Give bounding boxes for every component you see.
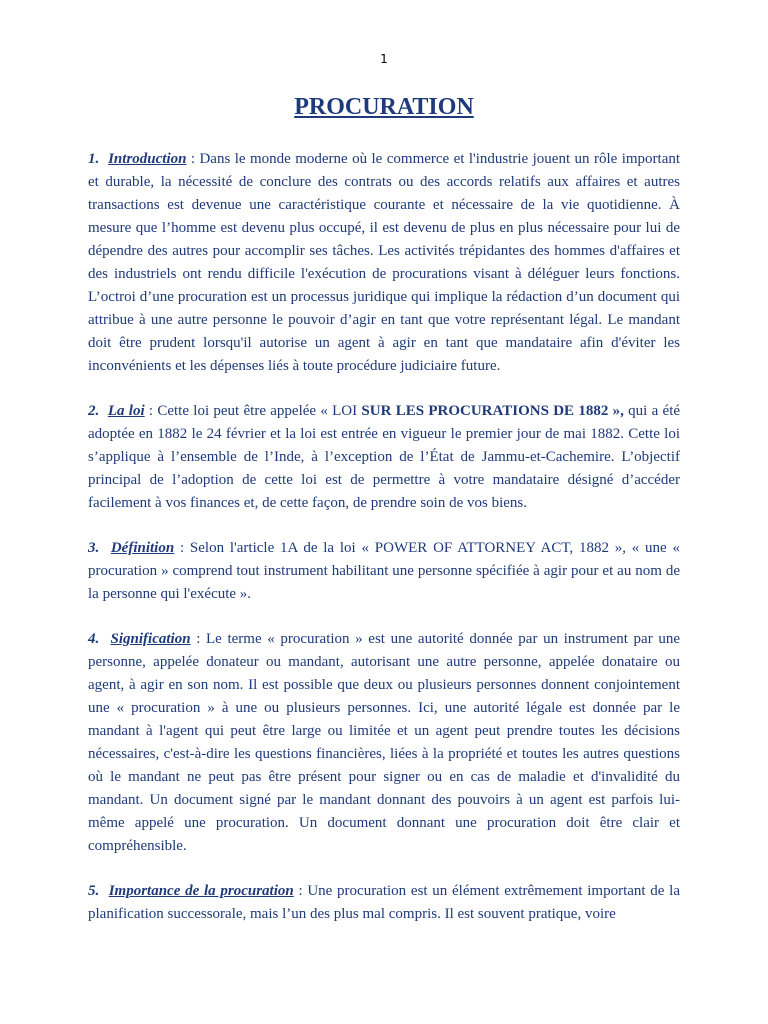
section-heading: La loi <box>107 403 145 419</box>
section-text: : Une procuration est un élément extrêmement important de la planification successorale, mais l’un des plus mal compris. Il est souvent pratique, voire <box>88 883 680 922</box>
section-text: : Cette loi peut être appelée « LOI <box>144 403 362 419</box>
section-introduction <box>88 148 680 378</box>
section-number: 3. <box>88 540 100 556</box>
section-heading: Signification <box>110 631 191 647</box>
section-number: 2. <box>88 403 100 419</box>
section-number: 5. <box>88 883 100 899</box>
section-signification <box>88 628 680 858</box>
section-number: 4. <box>88 631 100 647</box>
section-la-loi <box>88 400 680 515</box>
section-text: : Dans le monde moderne où le commerce et l'industrie jouent un rôle important et durable, la nécessité de conclure des contrats ou des accords relatifs aux affaires et autres transactions est devenue une caractéristique courante et nécessaire de la vie quotidienne. À mesure que l’homme est devenu plus occupé, il est devenu de plus en plus nécessaire pour lui de dépendre des autres pour accomplir ses tâches. Les activités trépidantes des hommes d'affaires et des industriels ont rendu difficile l'exécution de procurations visant à déléguer leurs fonctions. L’octroi d’une procuration est un processus juridique qui implique la rédaction d’un document qui attribue à une autre personne le pouvoir d’agir en tant que votre représentant légal. Le mandant doit être prudent lorsqu'il autorise un agent à agir en tant que mandataire afin d'éviter les inconvénients et les dépenses liés à toute procédure judiciaire future. <box>88 151 681 374</box>
section-number: 1. <box>88 151 100 167</box>
section-bold-text: SUR LES PROCURATIONS DE 1882 », <box>361 403 624 419</box>
section-heading: Importance de la procuration <box>108 883 294 899</box>
section-text: qui a été adoptée en 1882 le 24 février et la loi est entrée en vigueur le premier jour de mai 1882. Cette loi s’applique à l’ensemble de l’Inde, à l’exception de l’État de Jammu-et-Cachemire. L’objectif principal de l’adoption de cette loi est de permettre à votre mandataire désigné d’accéder facilement à vos finances et, de cette façon, de prendre soin de vos biens. <box>88 403 681 511</box>
section-text: : Le terme « procuration » est une autorité donnée par un instrument par une personne, appelée donateur ou mandant, autorisant une autre personne, appelée donataire ou agent, à agir en son nom. Il est possible que deux ou plusieurs personnes donnent conjointement une « procuration » à une ou plusieurs personnes. Ici, une autorité légale est donnée par le mandant à l'agent qui peut être large ou limitée et un agent peut prendre toutes les décisions nécessaires, c'est-à-dire les questions financières, liées à la propriété et toutes les autres questions où le mandant ne peut pas être présent pour signer ou en cas de maladie et d'invalidité du mandant. Un document signé par le mandant donnant des pouvoirs à un agent est parfois lui-même appelé une procuration. Un document donnant une procuration doit être clair et compréhensible. <box>88 631 680 854</box>
section-definition <box>88 537 680 606</box>
section-heading: Définition <box>110 540 175 556</box>
section-heading: Introduction <box>108 151 187 167</box>
section-text: : Selon l'article 1A de la loi « POWER OF ATTORNEY ACT, 1882 », « une « procuration » comprend tout instrument habilitant une personne spécifiée à agir pour et au nom de la personne qui l'exécute ». <box>88 540 681 602</box>
document-title: PROCURATION <box>294 94 474 120</box>
page-number: 1 <box>380 52 388 66</box>
section-importance <box>88 880 680 926</box>
document-body <box>88 148 680 948</box>
